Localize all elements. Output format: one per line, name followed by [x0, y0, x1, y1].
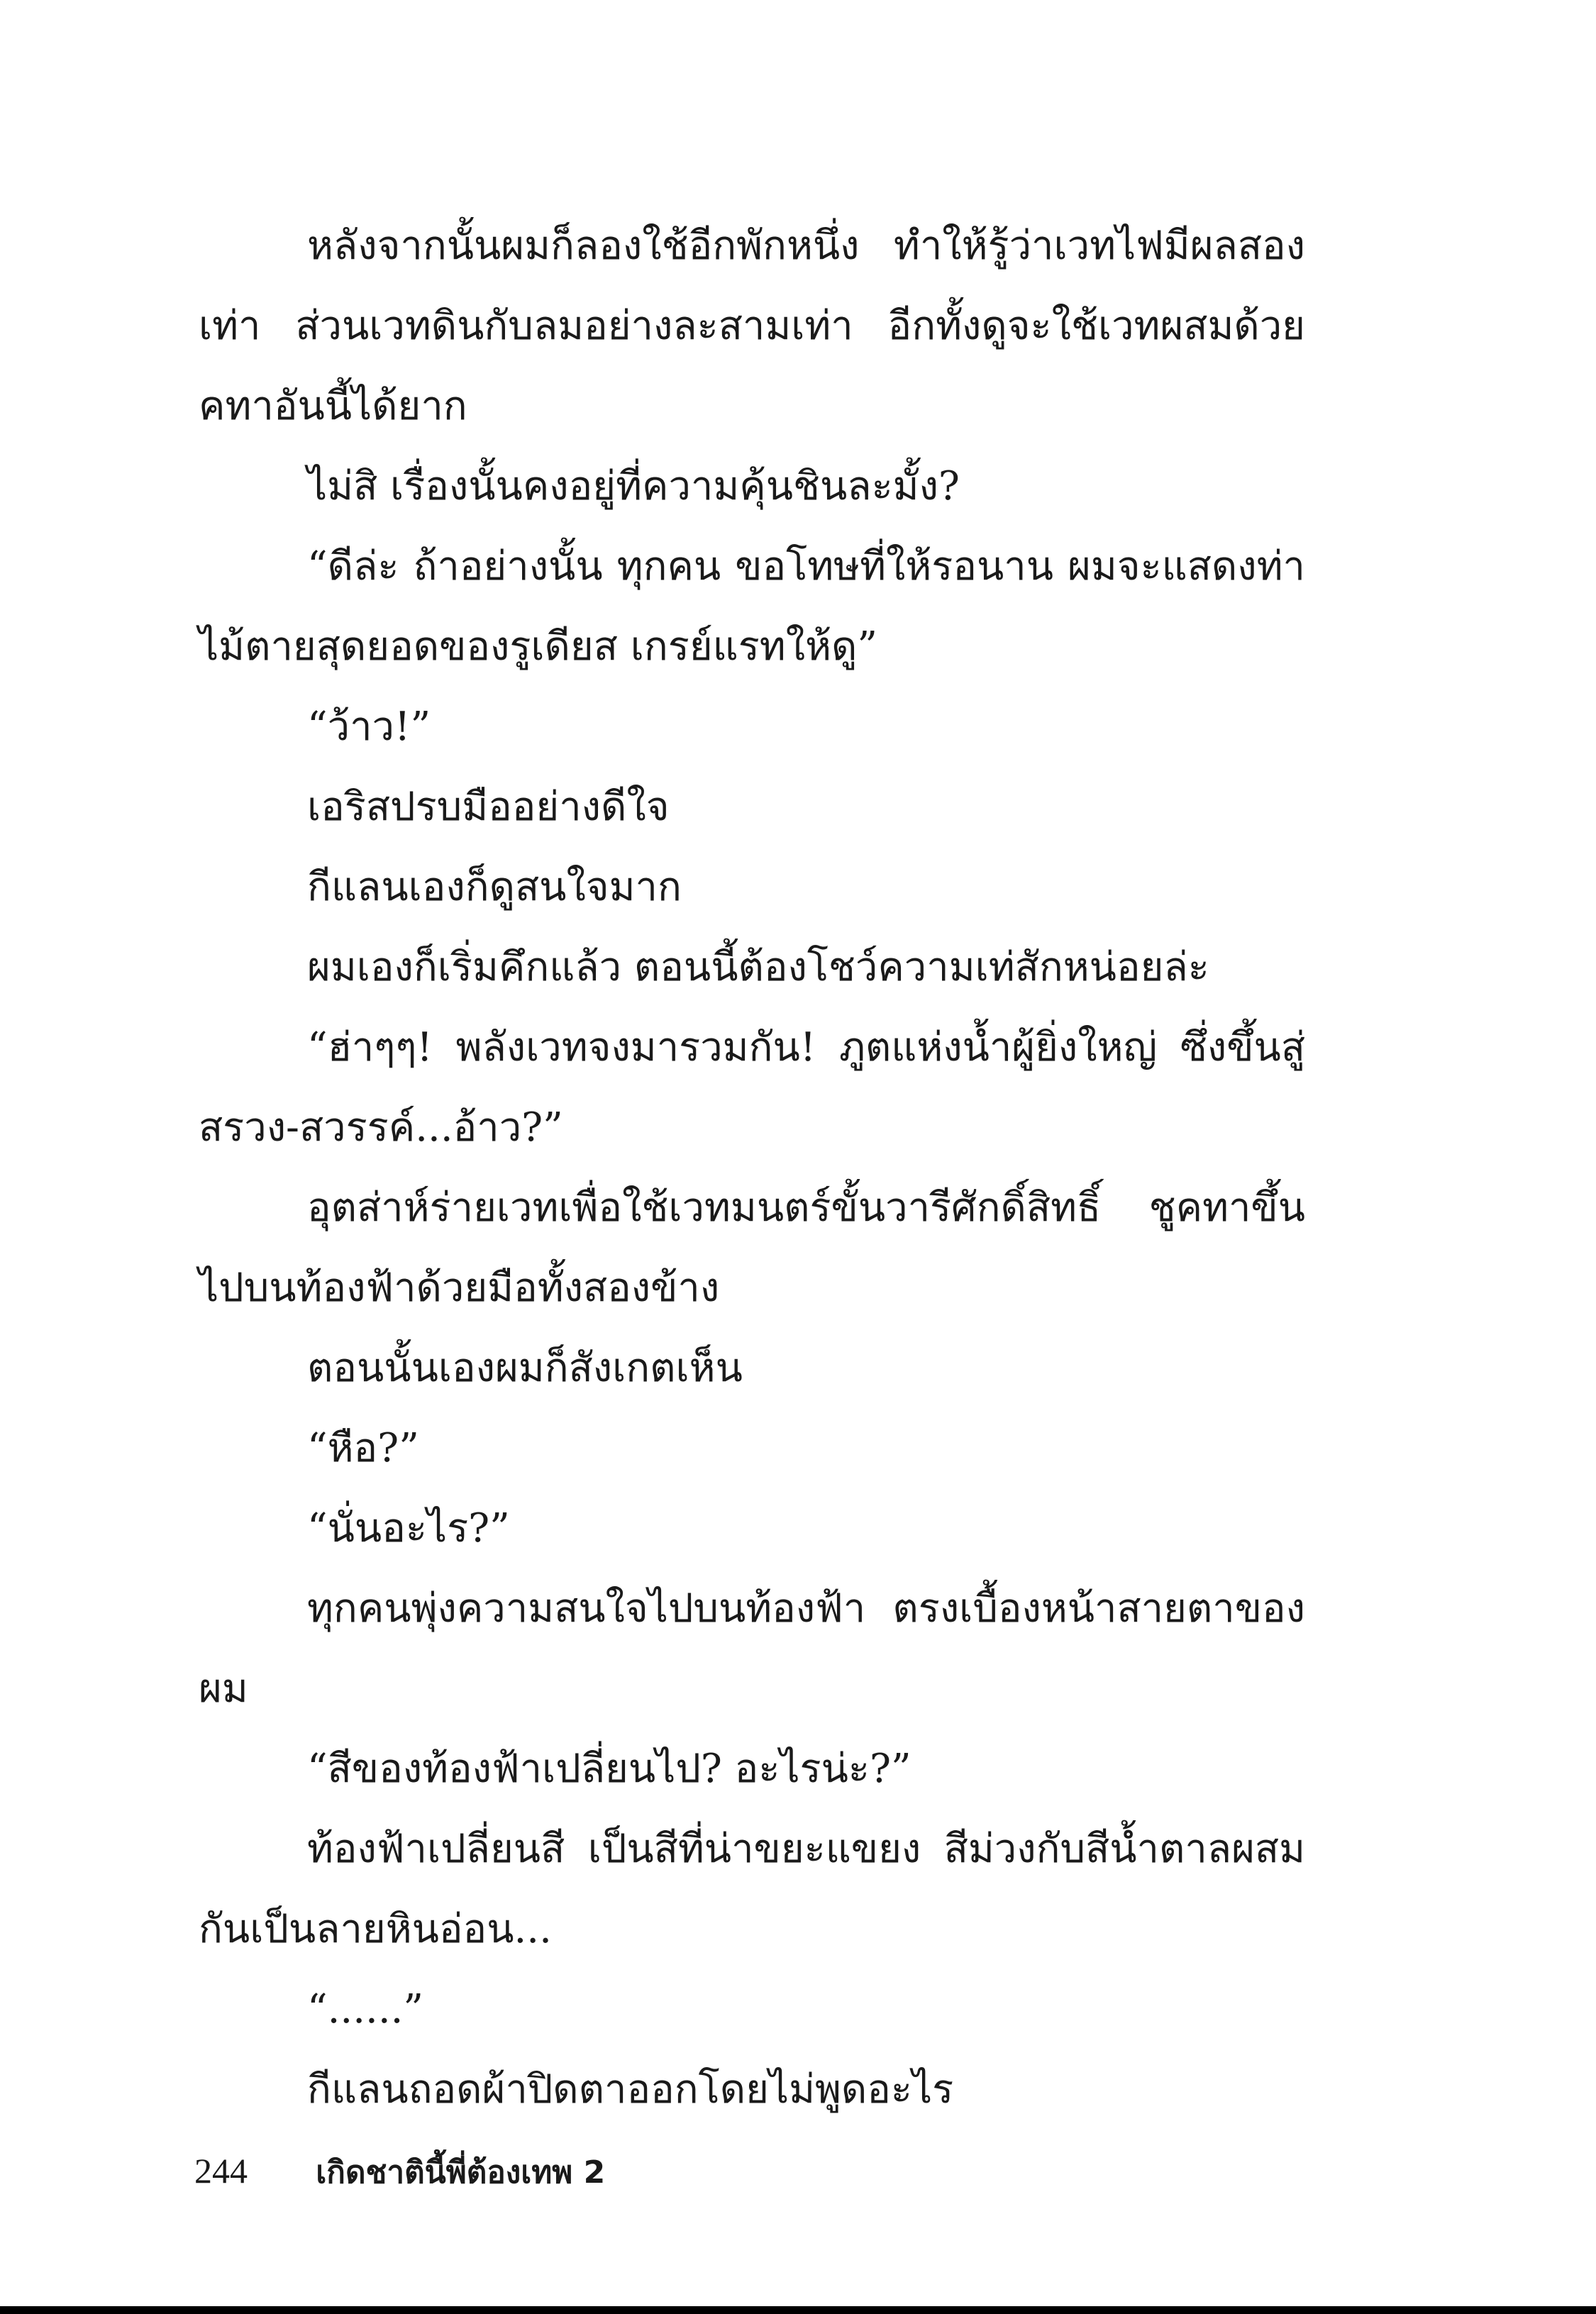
paragraph: กีแลนถอดผ้าปิดตาออกโดยไม่พูดอะไร	[307, 2066, 954, 2113]
paragraph: กีแลนเองก็ดูสนใจมาก	[307, 864, 682, 910]
paragraph: “ฮ่าๆๆ! พลังเวทจงมารวมกัน! ภูตแห่งน้ำผู้ยิ่งใหญ่ ซึ่งขึ้นสู่สรวง-สวรรค์...อ้าว?”	[199, 1024, 1305, 1151]
page-footer	[194, 2149, 605, 2194]
paragraph: หลังจากนั้นผมก็ลองใช้อีกพักหนึ่ง ทำให้รู้ว่าเวทไฟมีผลสองเท่า ส่วนเวทดินกับลมอย่างละสามเท่า อีกทั้งดูจะใช้เวทผสมด้วยคทาอันนี้ได้ยาก	[199, 223, 1305, 429]
paragraph: อุตส่าห์ร่ายเวทเพื่อใช้เวทมนตร์ขั้นวารีศักดิ์สิทธิ์ ชูคทาขึ้นไปบนท้องฟ้าด้วยมือทั้งสองข้าง	[199, 1185, 1305, 1311]
paragraph: “......”	[307, 1986, 424, 2032]
body-text	[199, 206, 1305, 2130]
paragraph: “ว้าว!”	[307, 704, 431, 750]
paragraph: ตอนนั้นเองผมก็สังเกตเห็น	[307, 1345, 743, 1391]
running-title: เกิดชาตินี้พี่ต้องเทพ 2	[316, 2154, 606, 2191]
bottom-border	[0, 2306, 1596, 2314]
paragraph: “นั่นอะไร?”	[307, 1505, 510, 1551]
paragraph: “หือ?”	[307, 1425, 419, 1471]
paragraph: ท้องฟ้าเปลี่ยนสี เป็นสีที่น่าขยะแขยง สีม่วงกับสีน้ำตาลผสมกันเป็นลายหินอ่อน...	[199, 1826, 1305, 1952]
page-number: 244	[194, 2151, 248, 2191]
paragraph: ทุกคนพุ่งความสนใจไปบนท้องฟ้า ตรงเบื้องหน้าสายตาของผม	[199, 1585, 1305, 1712]
paragraph: ไม่สิ เรื่องนั้นคงอยู่ที่ความคุ้นชินละมั้ง?	[307, 463, 960, 509]
paragraph: ผมเองก็เริ่มคึกแล้ว ตอนนี้ต้องโชว์ความเท่สักหน่อยล่ะ	[307, 944, 1209, 990]
paragraph: “สีของท้องฟ้าเปลี่ยนไป? อะไรน่ะ?”	[307, 1746, 911, 1792]
paragraph: เอริสปรบมืออย่างดีใจ	[307, 784, 670, 830]
paragraph: “ดีล่ะ ถ้าอย่างนั้น ทุกคน ขอโทษที่ให้รอนาน ผมจะแสดงท่าไม้ตายสุดยอดของรูเดียส เกรย์แรทให้ดู”	[199, 543, 1305, 670]
